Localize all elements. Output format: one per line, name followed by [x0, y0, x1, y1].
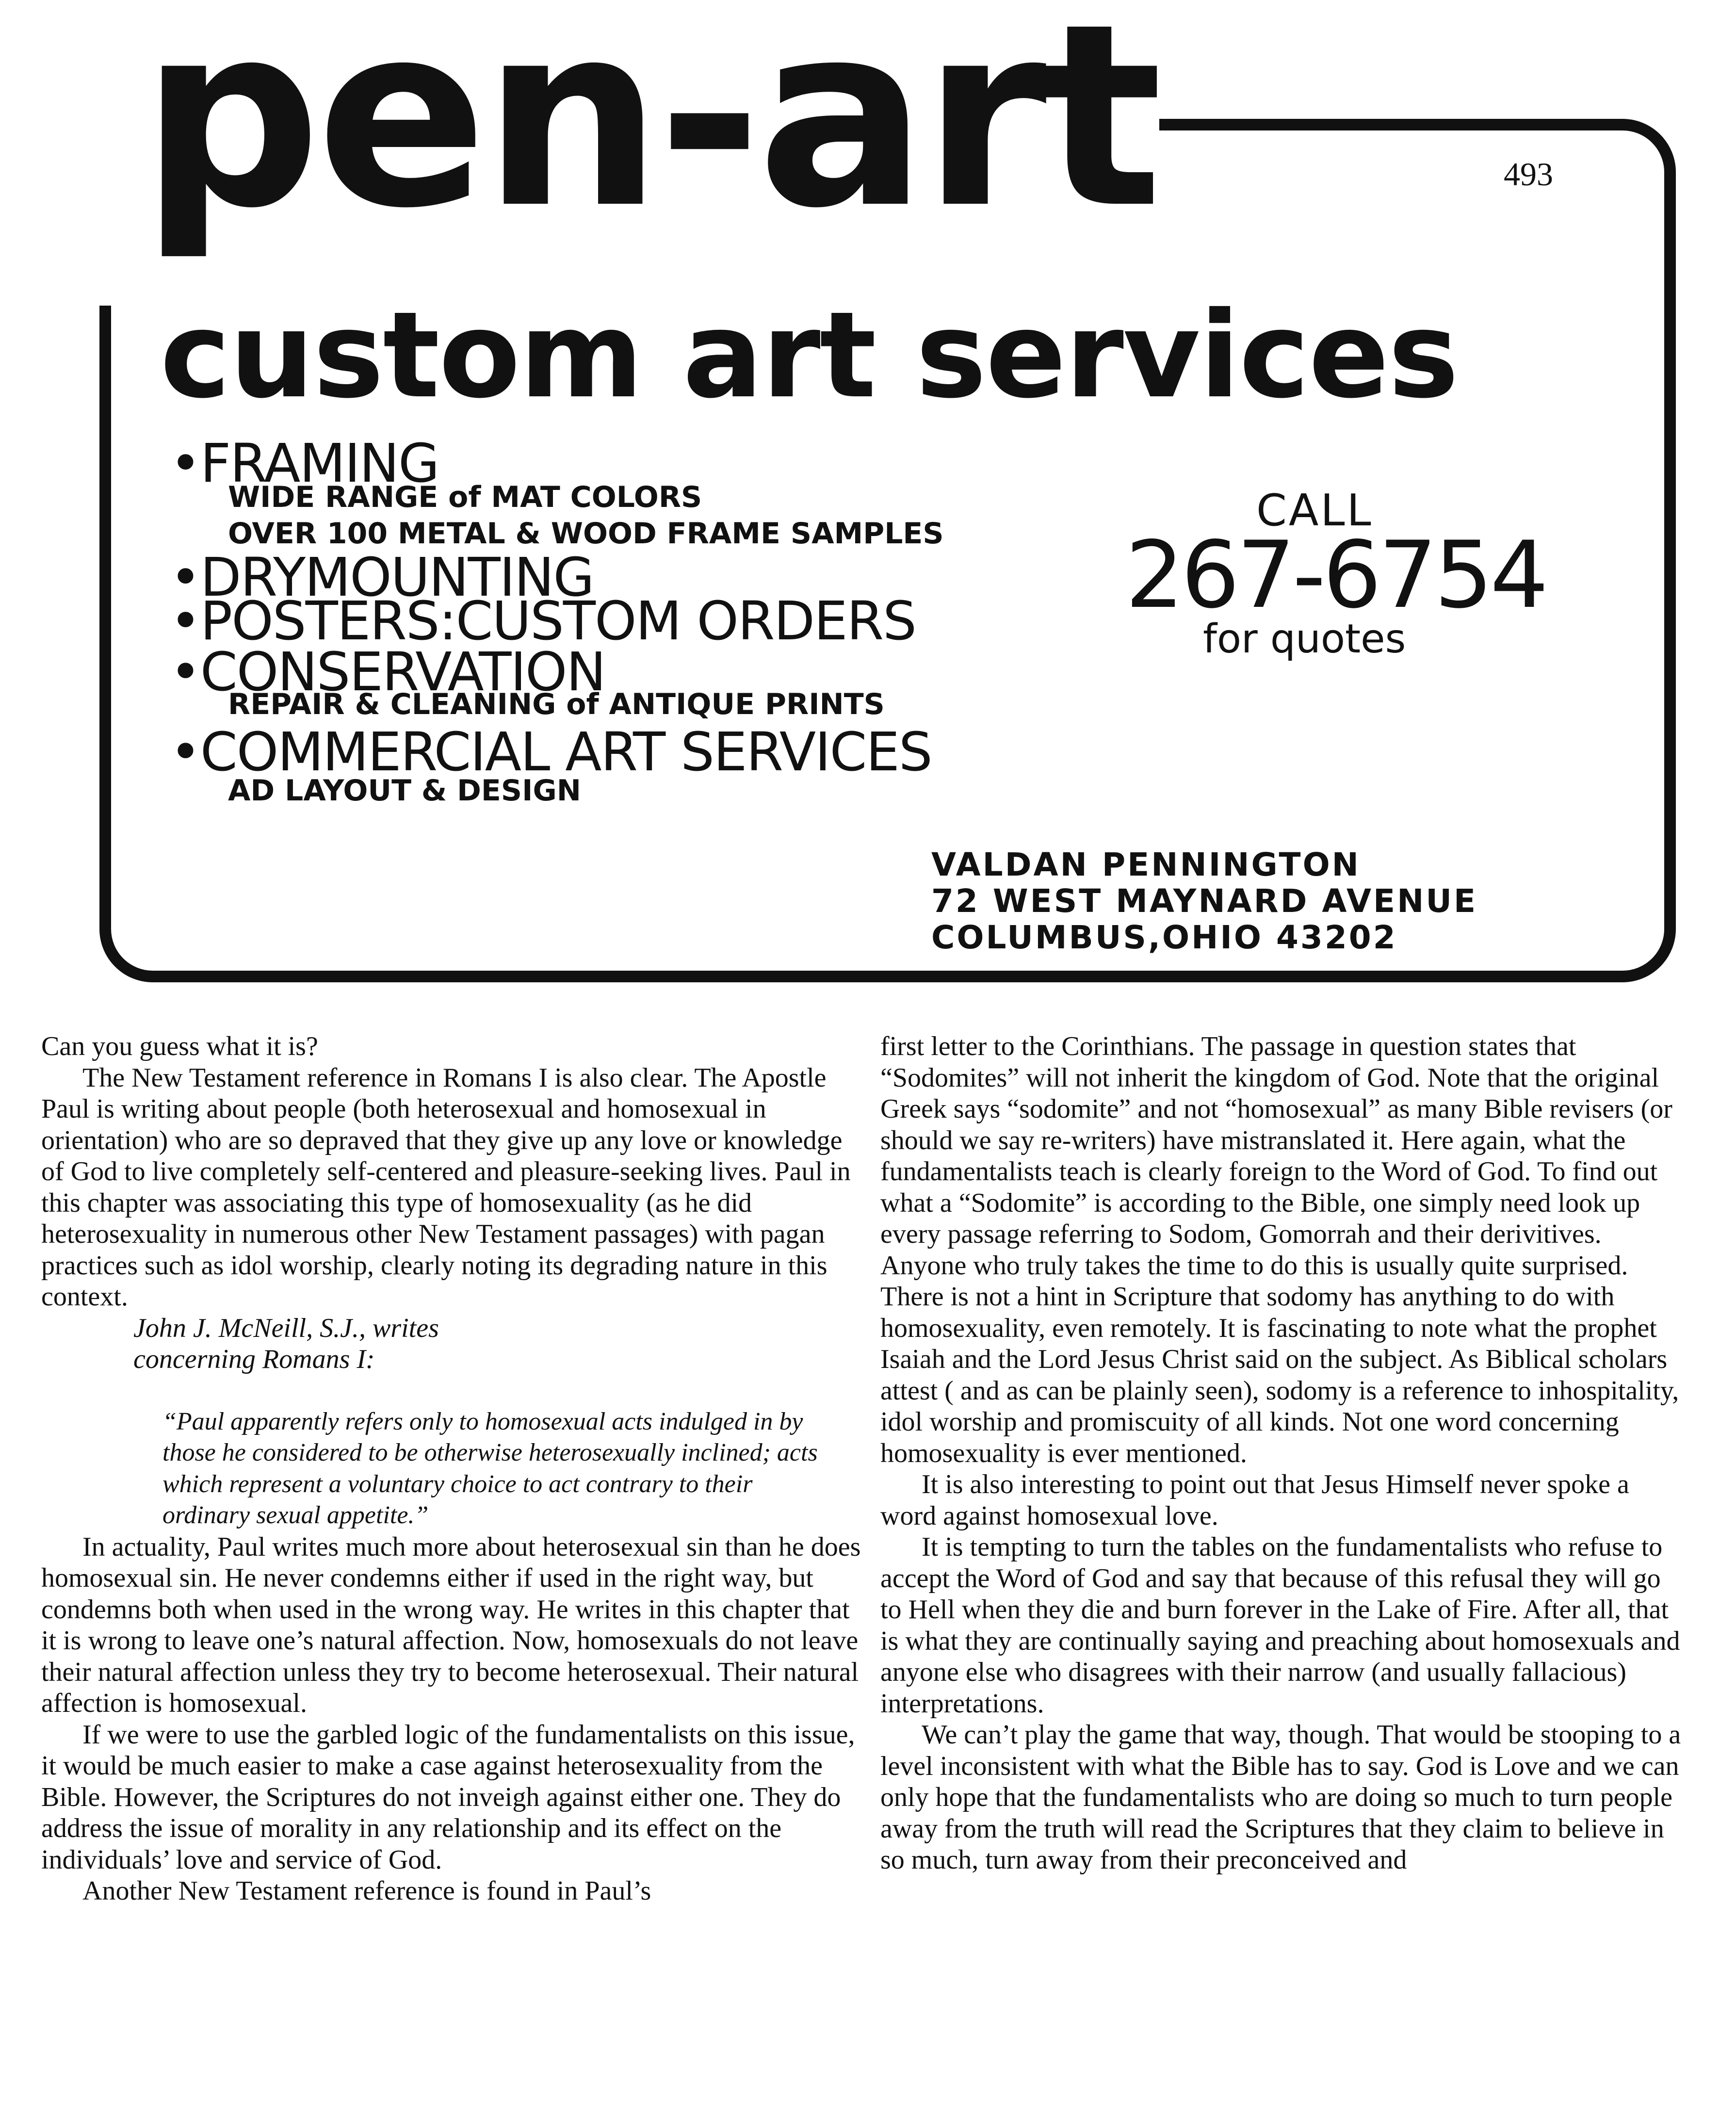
service-drymounting: •DRYMOUNTING [170, 546, 594, 608]
paragraph: The New Testament reference in Romans I is also clear. The Apostle Paul is writing about people (both heterosexual and homosexual in orientation) who are so depraved that they give up any love or knowledge of God to live completely self-centered and pleasure-seeking lives. Paul in this chapter was associating this type of homosexuality (as he did heterosexuality in numerous other New Testament passages) with pagan practices such as idol worship, clearly noting its degrading nature in this context. [41, 1062, 851, 1312]
paragraph: Can you guess what it is? [41, 1031, 318, 1061]
paragraph: first letter to the Corinthians. The passage in question states that “Sodomites” will not inherit the kingdom of God. Note that the original Greek says “sodomite” and not “homosexual” as many Bible revisers (or should we say re-writers) have mistranslated it. Here again, what the fundamentalists teach is clearly foreign to the Word of God. To find out what a “Sodomite” is according to the Bible, one simply need look up every passage referring to Sodom, Gomorrah and their derivitives. Anyone who truly takes the time to do this is usually quite surprised. There is not a hint in Scripture that sodomy has anything to do with homosexuality, even remotely. It is fascinating to note what the prophet Isaiah and the Lord Jesus Christ said on the subject. As Biblical scholars attest ( and as can be plainly seen), sodomy is a reference to inhospitality, idol worship and promiscuity of all kinds. Not one word concerning homosexuality is ever mentioned. [880, 1031, 1679, 1468]
address-name: VALDAN PENNINGTON [931, 846, 1361, 883]
service-framing-detail-1: WIDE RANGE of MAT COLORS [228, 480, 702, 514]
service-framing-detail-2: OVER 100 METAL & WOOD FRAME SAMPLES [228, 517, 944, 551]
logo-pen-art: pen-art [141, 0, 1158, 263]
paragraph: In actuality, Paul writes much more about heterosexual sin than he does homosexual sin. He never condemns either if used in the right way, but condemns both when used in the wrong way. He writes in this chapter that it is wrong to leave one’s natural affection. Now, homosexuals do not leave their natural affection unless they try to become heterosexual. Their natural affection is homosexual. [41, 1531, 861, 1718]
service-conservation-detail: REPAIR & CLEANING of ANTIQUE PRINTS [228, 687, 885, 721]
article-column-left [41, 1031, 866, 1907]
address-city: COLUMBUS,OHIO 43202 [931, 919, 1397, 956]
for-quotes-label: for quotes [1203, 616, 1406, 662]
paragraph: If we were to use the garbled logic of the fundamentalists on this issue, it would be much easier to make a case against heterosexuality from the Bible. However, the Scriptures do not inveigh against either one. They do address the issue of morality in any relationship and its effect on the individuals’ love and service of God. [41, 1719, 855, 1875]
page-number: 493 [1504, 156, 1553, 193]
address-street: 72 WEST MAYNARD AVENUE [931, 882, 1478, 920]
paragraph: It is tempting to turn the tables on the fundamentalists who refuse to accept the Word of God and say that because of this refusal they will go to Hell when they die and burn forever in the Lake of Fire. After all, that is what they are continually saying and preaching about homosexuals and anyone else who disagrees with their narrow (and usually fallacious) interpretations. [880, 1532, 1680, 1719]
quote-byline: John J. McNeill, S.J., writes [133, 1313, 439, 1343]
logo-tagline: custom art services [160, 286, 1458, 424]
paragraph: Another New Testament reference is found in Paul’s [82, 1876, 651, 1906]
article-column-right [880, 1031, 1686, 1876]
phone-number: 267-6754 [1125, 521, 1546, 629]
call-label: CALL [1256, 485, 1373, 536]
paragraph: It is also interesting to point out that Jesus Himself never spoke a word against homosexual love. [880, 1469, 1629, 1531]
service-commercial-art-detail: AD LAYOUT & DESIGN [228, 774, 581, 808]
block-quote: “Paul apparently refers only to homosexual acts indulged in by those he considered to be otherwise heterosexually inclined; acts which represent a voluntary choice to act contrary to their ordinary sexual appetite.” [162, 1407, 818, 1529]
service-conservation: •CONSERVATION [170, 641, 605, 703]
service-framing: •FRAMING [170, 432, 439, 494]
service-commercial-art: •COMMERCIAL ART SERVICES [170, 721, 932, 783]
quote-byline-subject: concerning Romans I: [133, 1344, 375, 1374]
paragraph: We can’t play the game that way, though. That would be stooping to a level inconsistent with what the Bible has to say. God is Love and we can only hope that the fundamentalists who are doing so much to turn people away from the truth will read the Scriptures that they claim to believe in so much, turn away from their preconceived and [880, 1720, 1681, 1875]
service-posters: •POSTERS:CUSTOM ORDERS [170, 590, 916, 652]
